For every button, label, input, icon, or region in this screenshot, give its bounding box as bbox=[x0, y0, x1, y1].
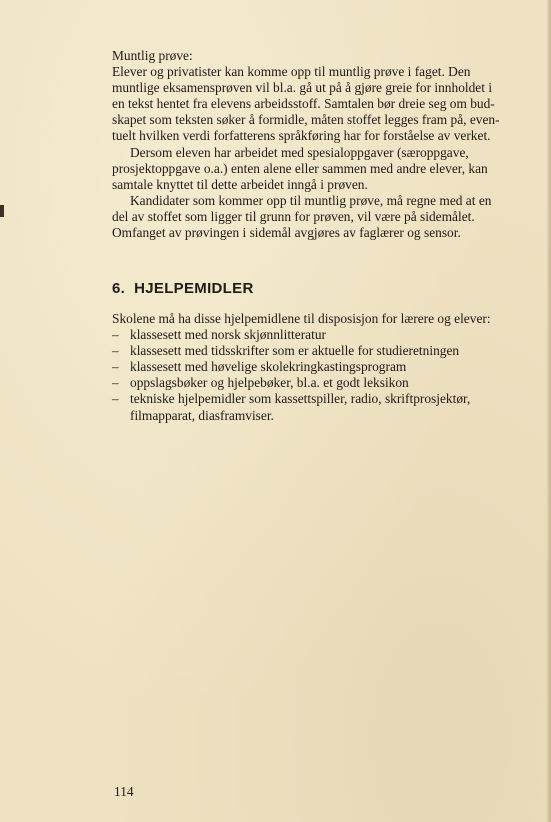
binding-mark bbox=[0, 205, 4, 217]
list-item bbox=[112, 327, 516, 343]
list-item bbox=[112, 375, 516, 391]
paragraph-line: Omfanget av prøvingen i sidemål avgjøres av faglærer og sensor. bbox=[112, 225, 461, 241]
paragraph-line: muntlige eksamensprøven vil bl.a. gå ut på å gjøre greie for innholdet i bbox=[112, 80, 493, 96]
paragraph-line: Kandidater som kommer opp til muntlig prøve, må regne med at en bbox=[130, 192, 492, 208]
list-item bbox=[112, 359, 516, 375]
paragraph-line: en tekst hentet fra elevens arbeidsstoff. Samtalen bør dreie seg om bud- bbox=[112, 96, 495, 112]
section-number: 6. bbox=[112, 280, 126, 297]
aids-section bbox=[112, 311, 516, 424]
list-item-text: klassesett med høvelige skolekringkastingsprogram bbox=[130, 359, 407, 375]
list-item-text: klassesett med tidsskrifter som er aktuelle for studieretningen bbox=[130, 343, 460, 359]
list-item-text: tekniske hjelpemidler som kassettspiller, radio, skriftprosjektør, bbox=[130, 391, 471, 407]
paragraph-line: Elever og privatister kan komme opp til muntlig prøve i faget. Den bbox=[112, 64, 471, 80]
list-dash: – bbox=[112, 359, 119, 375]
list-item bbox=[112, 343, 516, 359]
oral-exam-title: Muntlig prøve: bbox=[112, 48, 193, 63]
paragraph-line: prosjektoppgave o.a.) enten alene eller sammen med andre elever, kan bbox=[112, 160, 488, 176]
list-dash: – bbox=[112, 375, 119, 391]
list-item bbox=[112, 391, 516, 423]
list-item-continuation: filmapparat, diasframviser. bbox=[130, 407, 274, 423]
page-edge-shadow bbox=[546, 0, 551, 822]
page-number: 114 bbox=[114, 784, 134, 799]
list-item-text: klassesett med norsk skjønnlitteratur bbox=[130, 327, 326, 343]
section-title: HJELPEMIDLER bbox=[134, 280, 254, 297]
list-item-text: oppslagsbøker og hjelpebøker, bl.a. et godt leksikon bbox=[130, 375, 409, 391]
aids-intro: Skolene må ha disse hjelpemidlene til disposisjon for lærere og elever: bbox=[112, 311, 491, 326]
paragraph-line: del av stoffet som ligger til grunn for prøven, vil være på sidemålet. bbox=[112, 208, 475, 224]
list-dash: – bbox=[112, 327, 119, 343]
paragraph-line: Dersom eleven har arbeidet med spesialoppgaver (særoppgave, bbox=[130, 144, 469, 160]
paragraph-line: skapet som teksten søker å formidle, måten stoffet legges fram på, even- bbox=[112, 112, 500, 128]
list-dash: – bbox=[112, 391, 119, 407]
section-heading bbox=[112, 280, 254, 297]
oral-exam-section bbox=[112, 48, 516, 241]
paragraph-line: tuelt hvilken verdi forfatterens språkføring har for forståelse av verket. bbox=[112, 128, 491, 144]
paragraph-line: samtale knyttet til dette arbeidet inngå i prøven. bbox=[112, 176, 368, 192]
list-dash: – bbox=[112, 343, 119, 359]
